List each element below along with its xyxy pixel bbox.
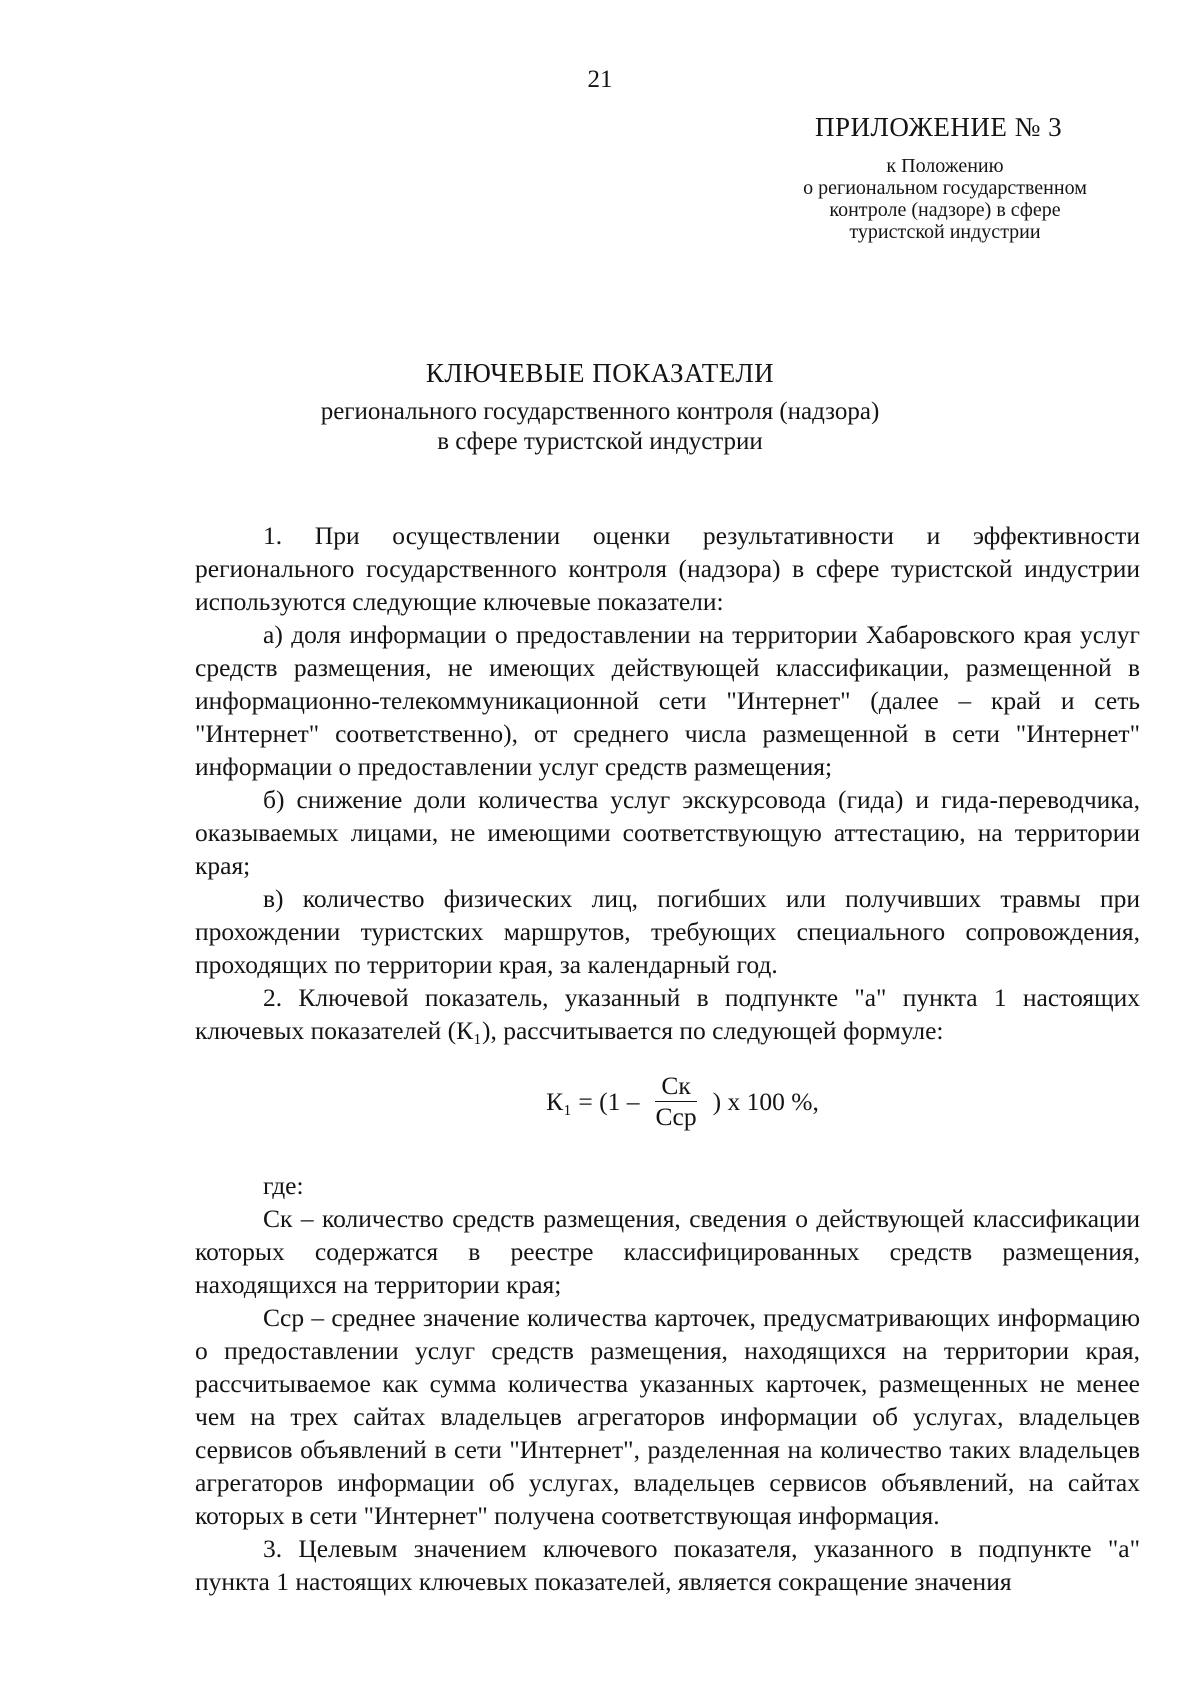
document-heading [0,358,1200,457]
paragraph: а) доля информации о предоставлении на территории Хабаровского края услуг средств размещения, не имеющих действующей классификации, размещенной в информационно-телекоммуникационной сети "Интернет" (далее – край и сеть "Интернет" соответственно), от среднего числа размещенной в сети "Интернет" информации о предоставлении услуг средств размещения; [195,620,1140,781]
appendix-title: ПРИЛОЖЕНИЕ № 3 [815,112,1063,142]
appendix-line: к Положению [886,155,1004,177]
appendix-line: туристской индустрии [849,221,1041,243]
appendix-line: контроле (надзоре) в сфере [829,199,1061,221]
heading-subtitle: регионального государственного контроля (надзора) [320,398,880,425]
formula-lhs: К₁ = (1 – [546,1086,640,1116]
paragraph: 1. При осуществлении оценки результативности и эффективности регионального государственного контроля (надзора) в сфере туристской индустрии используются следующие ключевые показатели: [195,521,1140,616]
document-body [195,519,1140,1598]
formula-fraction [650,1071,703,1132]
appendix-block [745,112,1145,243]
formula-numerator: Cк [655,1071,696,1102]
paragraph: 2. Ключевой показатель, указанный в подпункте "а" пункта 1 настоящих ключевых показателей (К₁), рассчитывается по следующей формуле: [195,983,1140,1045]
formula [195,1055,1140,1147]
paragraph: в) количество физических лиц, погибших или получивших травмы при прохождении туристских маршрутов, требующих специального сопровождения, проходящих по территории края, за календарный год. [195,884,1140,979]
page-number: 21 [587,66,613,93]
paragraph: Cср – среднее значение количества карточек, предусматривающих информацию о предоставлении услуг средств размещения, находящихся на территории края, рассчитываемое как сумма количества указанных карточек, размещенных не менее чем на трех сайтах владельцев агрегаторов информации об услугах, владельцев сервисов объявлений в сети "Интернет", разделенная на количество таких владельцев агрегаторов информации об услугах, владельцев сервисов объявлений, на сайтах которых в сети "Интернет" получена соответствующая информация. [195,1303,1140,1530]
formula-rhs: ) х 100 %, [712,1086,819,1116]
paragraph: Cк – количество средств размещения, сведения о действующей классификации которых содержатся в реестре классифицированных средств размещения, находящихся на территории края; [195,1204,1140,1299]
paragraph: 3. Целевым значением ключевого показателя, указанного в подпункте "а" пункта 1 настоящих ключевых показателей, является сокращение значения [195,1534,1140,1596]
formula-denominator: Cср [655,1101,697,1131]
paragraph: б) снижение доли количества услуг экскурсовода (гида) и гида-переводчика, оказываемых лицами, не имеющими соответствующую аттестацию, на территории края; [195,785,1140,880]
paragraph: где: [263,1171,304,1200]
heading-title: КЛЮЧЕВЫЕ ПОКАЗАТЕЛИ [425,358,775,388]
appendix-line: о региональном государственном [803,177,1087,199]
heading-subtitle: в сфере туристской индустрии [437,428,763,455]
